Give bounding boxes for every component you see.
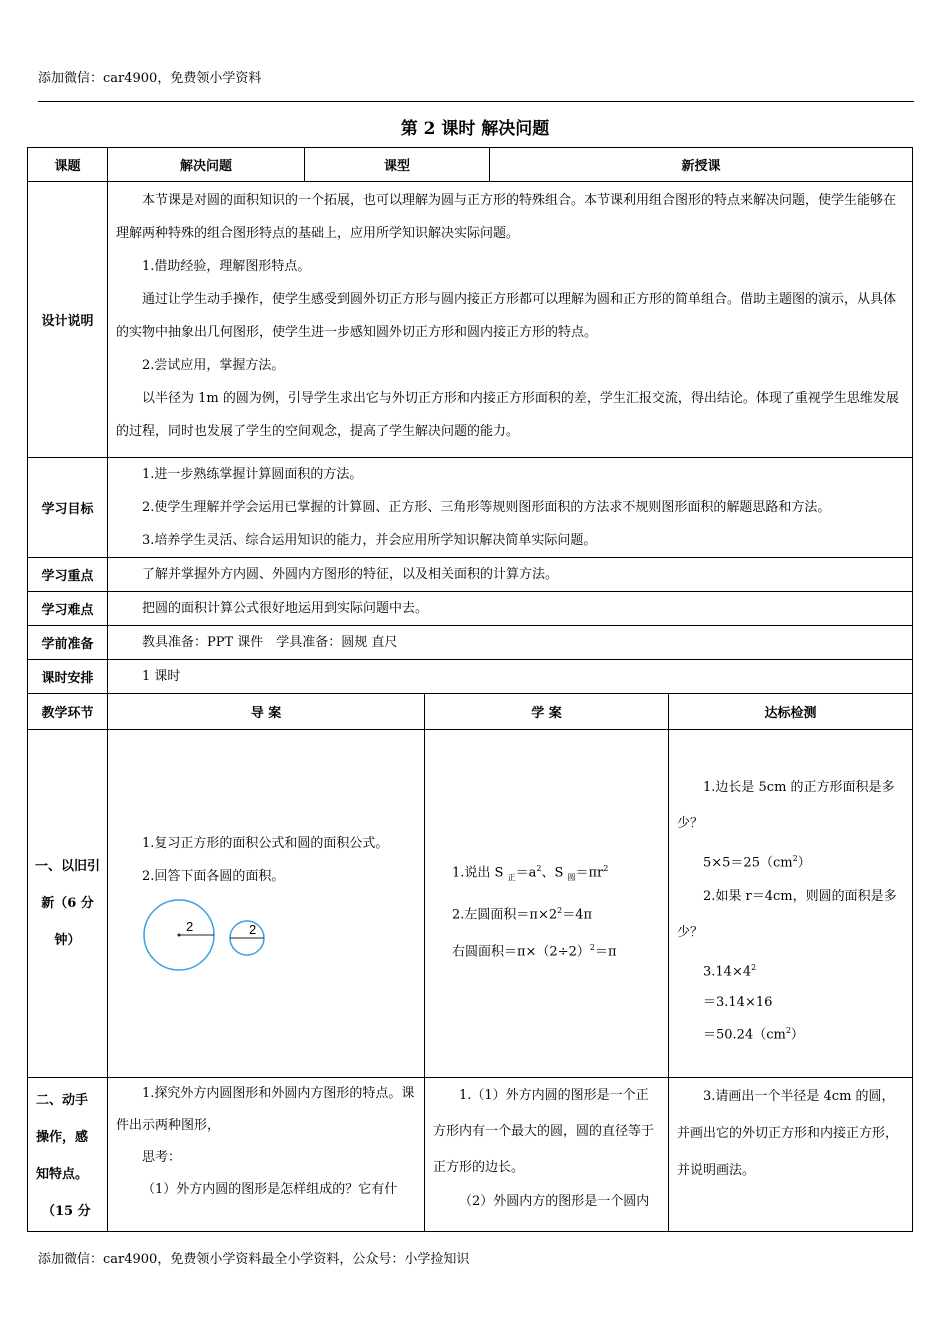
focus-label: 学习重点 xyxy=(27,557,108,592)
design-para: 1.借助经验，理解图形特点。 xyxy=(142,259,311,274)
check-q1: 1.边长是 5cm 的正方形面积是多少？ xyxy=(677,780,895,831)
footer-promo: 添加微信：car4900，免费领小学资料最全小学资料，公众号：小学捡知识 xyxy=(38,1252,470,1267)
focus-text: 了解并掌握外方内圆、外圆内方图形的特征，以及相关面积的计算方法。 xyxy=(142,567,559,582)
topic-value: 解决问题 xyxy=(107,147,305,182)
difficulty-label: 学习难点 xyxy=(27,591,108,626)
col-study: 学 案 xyxy=(424,693,669,730)
col-guide: 导 案 xyxy=(107,693,425,730)
check-a4: $=50.24(cm^2)$ xyxy=(703,1025,804,1042)
prep-text: 教具准备：PPT 课件 学具准备：圆规 直尺 xyxy=(142,635,398,650)
study-line-2: 2.左圆面积$=\pi\times 2^2=4\pi$ xyxy=(452,905,593,923)
big-radius-label: 2 xyxy=(186,919,194,934)
stage2-guide xyxy=(107,1077,425,1232)
stage2-guide-line: （1）外方内圆的图形是怎样组成的？它有什 xyxy=(142,1182,398,1197)
stage2-study-line: 1.（1）外方内圆的图形是一个正方形内有一个最大的圆，圆的直径等于正方形的边长。 xyxy=(433,1088,655,1175)
goal-item: 1.进一步熟练掌握计算圆面积的方法。 xyxy=(142,467,363,482)
stage2-label-line: 知特点。 xyxy=(36,1167,89,1182)
circles-figure xyxy=(142,895,282,975)
big-center xyxy=(178,934,181,937)
schedule-content xyxy=(107,659,913,694)
stage2-guide-line: 思考： xyxy=(142,1150,182,1165)
difficulty-text: 把圆的面积计算公式很好地运用到实际问题中去。 xyxy=(142,601,429,616)
topic-label: 课题 xyxy=(27,147,108,182)
goal-item: 2.使学生理解并学会运用已掌握的计算圆、正方形、三角形等规则图形面积的方法求不规则图形面积的解题思路和方法。 xyxy=(142,500,831,515)
prep-content xyxy=(107,625,913,660)
study-line-3: 右圆面积$=\pi\times(2\div 2)^2=\pi$ xyxy=(452,943,617,960)
stage2-study xyxy=(424,1077,669,1232)
small-label: 2 xyxy=(249,922,257,937)
check-a1: $5\times 5=25(cm^2)$ xyxy=(703,854,811,871)
type-value: 新授课 xyxy=(489,147,913,182)
goals-content xyxy=(107,457,913,558)
stage2-label-line: 操作，感 xyxy=(36,1130,89,1145)
header-rule xyxy=(38,101,914,102)
check-a2: $3.14\times 4^2$ xyxy=(703,963,757,980)
stage2-check-text: 3.请画出一个半径是 4cm 的圆，并画出它的外切正方形和内接正方形，并说明画法。 xyxy=(677,1089,899,1178)
stage1-guide-line: 2.回答下面各圆的面积。 xyxy=(142,869,285,884)
goals-label: 学习目标 xyxy=(27,457,108,558)
col-check: 达标检测 xyxy=(668,693,913,730)
design-para: 本节课是对圆的面积知识的一个拓展，也可以理解为圆与正方形的特殊组合。本节课利用组合图形的特点来解决问题，使学生能够在理解两种特殊的组合图形特点的基础上，应用所学知识解决实际问题。 xyxy=(116,193,897,241)
goal-item: 3.培养学生灵活、综合运用知识的能力，并会应用所学知识解决简单实际问题。 xyxy=(142,533,597,548)
focus-content xyxy=(107,557,913,592)
stage1-guide xyxy=(107,729,425,1078)
page-title: 第 2 课时 解决问题 xyxy=(400,119,550,139)
stage2-label-cell xyxy=(27,1077,108,1232)
stage1-label: 一、以旧引新（6 分钟） xyxy=(34,859,100,948)
stage2-check xyxy=(668,1077,913,1232)
schedule-text: 1 课时 xyxy=(142,669,181,684)
stage1-label-cell xyxy=(27,729,108,1078)
col-stage: 教学环节 xyxy=(27,693,108,730)
prep-label: 学前准备 xyxy=(27,625,108,660)
difficulty-content xyxy=(107,591,913,626)
check-a3: ＝3.14×16 xyxy=(703,994,773,1010)
check-q2: 2.如果 r＝4cm，则圆的面积是多少？ xyxy=(677,889,897,941)
stage1-study xyxy=(424,729,669,1078)
study-line-1: 1.说出 S $_正=a^2$、S $_圆=\pi r^2$ xyxy=(452,864,609,882)
stage2-study-line: （2）外圆内方的图形是一个圆内 xyxy=(459,1194,650,1209)
stage2-guide-line: 1.探究外方内圆图形和外圆内方图形的特点。课件出示两种图形， xyxy=(116,1086,415,1133)
header-promo: 添加微信：car4900，免费领小学资料 xyxy=(38,71,262,86)
design-para: 通过让学生动手操作，使学生感受到圆外切正方形与圆内接正方形都可以理解为圆和正方形的简单组合。借助主题图的演示，从具体的实物中抽象出几何图形，使学生进一步感知圆外切正方形和圆内接正方形的特点。 xyxy=(116,292,897,340)
stage2-label-line: （15 分 xyxy=(42,1204,91,1219)
design-para: 2.尝试应用，掌握方法。 xyxy=(142,358,285,373)
design-label: 设计说明 xyxy=(27,181,108,458)
schedule-label: 课时安排 xyxy=(27,659,108,694)
type-label: 课型 xyxy=(304,147,490,182)
stage2-label-line: 二、动手 xyxy=(36,1093,89,1108)
stage1-guide-line: 1.复习正方形的面积公式和圆的面积公式。 xyxy=(142,836,389,851)
design-para: 以半径为 1m 的圆为例，引导学生求出它与外切正方形和内接正方形面积的差，学生汇报交流，得出结论。体现了重视学生思维发展的过程，同时也发展了学生的空间观念，提高了学生解决问题的能力。 xyxy=(116,391,899,439)
stage1-check xyxy=(668,729,913,1078)
design-content xyxy=(107,181,913,458)
